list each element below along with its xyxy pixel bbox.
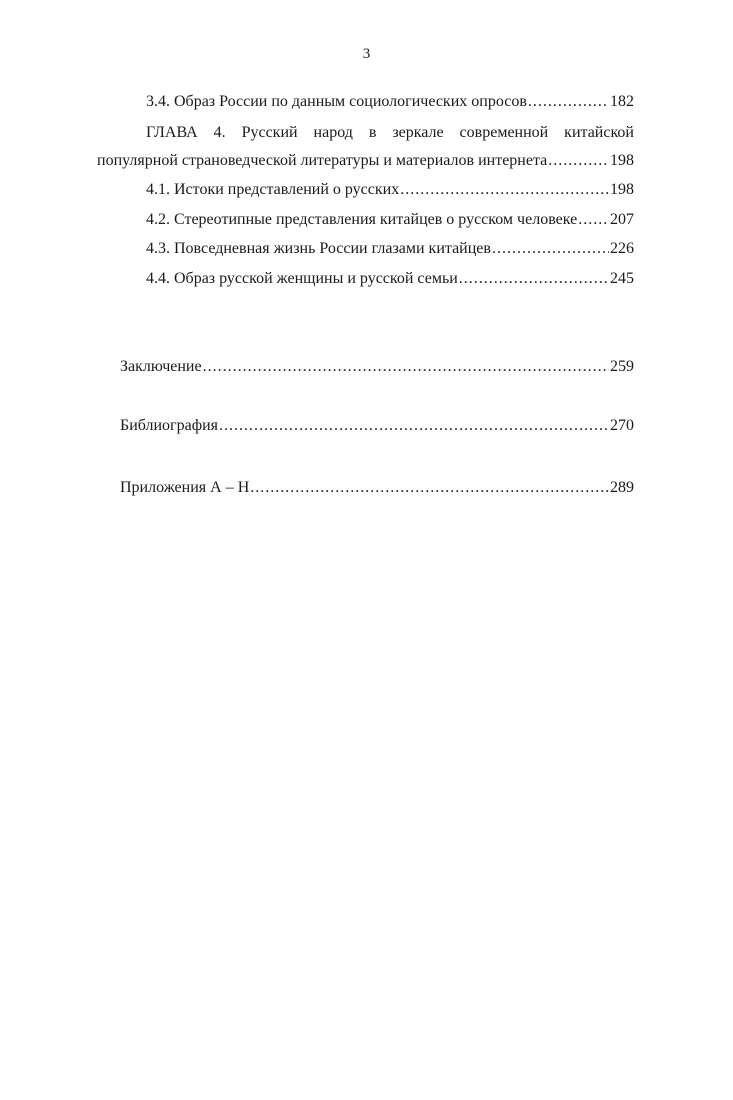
toc-entry-conclusion[interactable]: [120, 357, 634, 379]
toc-entry-title: 3.4. Образ России по данным социологических опросов: [146, 93, 527, 110]
toc-entry-appendices[interactable]: [120, 478, 634, 500]
toc-entry-page: 259: [610, 358, 634, 375]
toc-entry-3-4[interactable]: [146, 92, 634, 114]
toc-entry-page: 270: [610, 417, 634, 434]
toc-leader-dots: [459, 269, 609, 289]
toc-leader-dots: [528, 92, 609, 112]
toc-entry-page: 245: [610, 270, 634, 287]
toc-entry-page: 207: [610, 211, 634, 228]
toc-chapter-4-line1[interactable]: ГЛАВА 4. Русский народ в зеркале современной китайской: [146, 124, 634, 141]
toc-entry-page: 198: [610, 152, 634, 169]
toc-entry-title: Приложения А – Н: [120, 479, 250, 496]
toc-entry-title: Заключение: [120, 358, 202, 375]
page-number: 3: [362, 46, 371, 62]
toc-entry-4-4[interactable]: [146, 269, 634, 291]
toc-entry-chapter-4[interactable]: [97, 151, 634, 173]
toc-leader-dots: [578, 210, 609, 230]
toc-entry-page: 198: [610, 181, 634, 198]
toc-entry-title: популярной страноведческой литературы и материалов интернета: [97, 152, 548, 169]
toc-entry-bibliography[interactable]: [120, 416, 634, 438]
toc-entry-title: 4.3. Повседневная жизнь России глазами китайцев: [146, 240, 491, 257]
toc-entry-title: 4.4. Образ русской женщины и русской семьи: [146, 270, 458, 287]
toc-entry-title: 4.2. Стереотипные представления китайцев о русском человеке: [146, 211, 578, 228]
toc-entry-4-1[interactable]: [146, 180, 634, 202]
toc-entry-4-3[interactable]: [146, 239, 634, 261]
toc-entry-title: Библиография: [120, 417, 218, 434]
toc-leader-dots: [203, 357, 609, 377]
toc-entry-4-2[interactable]: [146, 210, 634, 232]
toc-leader-dots: [492, 239, 609, 259]
toc-entry-page: 226: [610, 240, 634, 257]
toc-leader-dots: [219, 416, 609, 436]
toc-leader-dots: [250, 478, 609, 498]
toc-entry-page: 182: [610, 93, 634, 110]
toc-entry-page: 289: [610, 479, 634, 496]
toc-leader-dots: [400, 180, 609, 200]
toc-leader-dots: [548, 151, 609, 171]
toc-entry-title: 4.1. Истоки представлений о русских: [146, 181, 400, 198]
